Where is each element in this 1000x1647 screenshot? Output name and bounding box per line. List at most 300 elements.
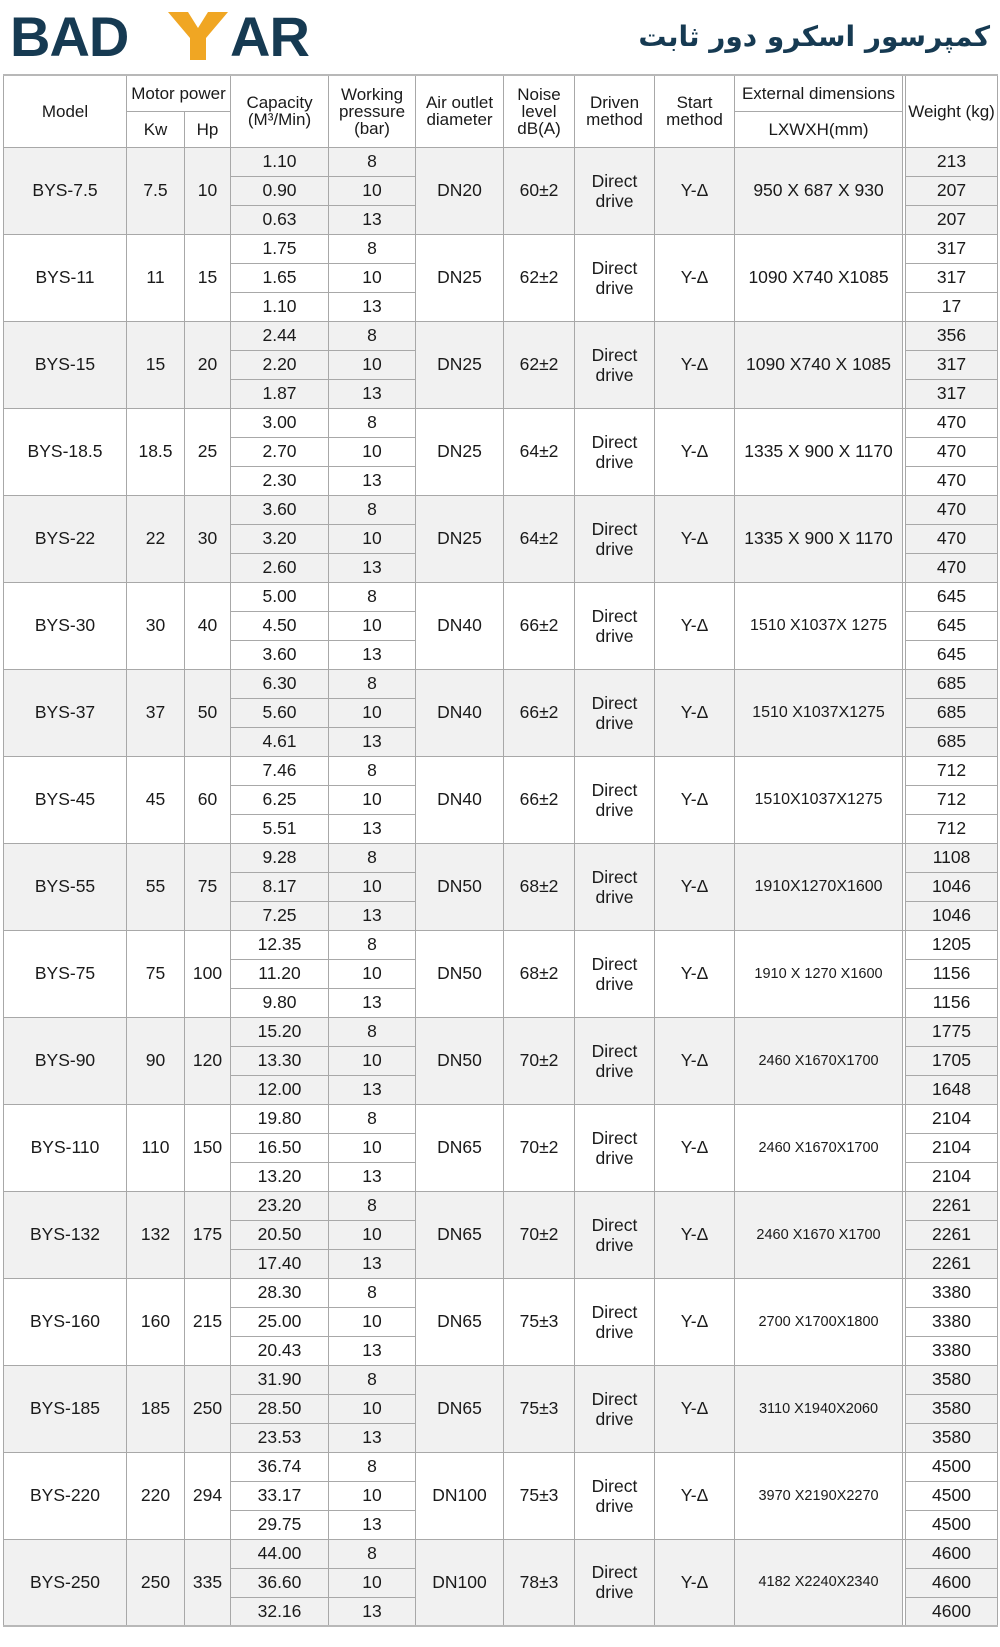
start-method-cell: Y-Δ: [655, 147, 735, 234]
driven-method-cell: Direct drive: [575, 495, 655, 582]
capacity-cell: 3.20: [231, 524, 329, 553]
table-row: [4, 1365, 998, 1394]
pressure-cell: 8: [329, 1452, 416, 1481]
kw-cell: 11: [127, 234, 185, 321]
dimensions-cell: 2700 X1700X1800: [735, 1278, 903, 1365]
model-cell: BYS-110: [4, 1104, 127, 1191]
weight-cell: 1108: [906, 843, 998, 872]
pressure-cell: 8: [329, 843, 416, 872]
start-method-cell: Y-Δ: [655, 1365, 735, 1452]
pressure-cell: 13: [329, 205, 416, 234]
driven-method-cell: Direct drive: [575, 843, 655, 930]
capacity-cell: 11.20: [231, 959, 329, 988]
air-outlet-cell: DN65: [416, 1278, 504, 1365]
pressure-cell: 13: [329, 1423, 416, 1452]
weight-cell: 17: [906, 292, 998, 321]
weight-cell: 470: [906, 524, 998, 553]
pressure-cell: 13: [329, 1597, 416, 1626]
noise-cell: 70±2: [504, 1104, 575, 1191]
driven-method-cell: Direct drive: [575, 234, 655, 321]
table-row: [4, 321, 998, 350]
capacity-cell: 3.60: [231, 495, 329, 524]
weight-cell: 712: [906, 814, 998, 843]
header-weight: Weight (kg): [906, 75, 998, 147]
table-row: [4, 1539, 998, 1568]
dimensions-cell: 2460 X1670X1700: [735, 1104, 903, 1191]
table-row: [4, 669, 998, 698]
kw-cell: 15: [127, 321, 185, 408]
dimensions-cell: 1510X1037X1275: [735, 756, 903, 843]
weight-cell: 2104: [906, 1133, 998, 1162]
model-cell: BYS-160: [4, 1278, 127, 1365]
pressure-cell: 13: [329, 640, 416, 669]
start-method-cell: Y-Δ: [655, 495, 735, 582]
weight-cell: 685: [906, 669, 998, 698]
kw-cell: 185: [127, 1365, 185, 1452]
model-cell: BYS-30: [4, 582, 127, 669]
capacity-cell: 6.30: [231, 669, 329, 698]
dimensions-cell: 1090 X740 X1085: [735, 234, 903, 321]
model-cell: BYS-90: [4, 1017, 127, 1104]
air-outlet-cell: DN25: [416, 234, 504, 321]
kw-cell: 75: [127, 930, 185, 1017]
pressure-cell: 10: [329, 263, 416, 292]
driven-method-cell: Direct drive: [575, 1104, 655, 1191]
weight-cell: 317: [906, 263, 998, 292]
capacity-cell: 13.20: [231, 1162, 329, 1191]
table-row: [4, 843, 998, 872]
table-row: [4, 1278, 998, 1307]
kw-cell: 22: [127, 495, 185, 582]
pressure-cell: 13: [329, 379, 416, 408]
capacity-cell: 20.43: [231, 1336, 329, 1365]
weight-cell: 645: [906, 640, 998, 669]
driven-method-cell: Direct drive: [575, 1365, 655, 1452]
capacity-cell: 2.20: [231, 350, 329, 379]
weight-cell: 470: [906, 437, 998, 466]
pressure-cell: 10: [329, 698, 416, 727]
weight-cell: 645: [906, 582, 998, 611]
table-row: [4, 147, 998, 176]
air-outlet-cell: DN100: [416, 1539, 504, 1626]
capacity-cell: 2.30: [231, 466, 329, 495]
driven-method-cell: Direct drive: [575, 1452, 655, 1539]
pressure-cell: 8: [329, 582, 416, 611]
pressure-cell: 10: [329, 524, 416, 553]
capacity-cell: 0.63: [231, 205, 329, 234]
pressure-cell: 10: [329, 1220, 416, 1249]
spec-table-body: [4, 147, 998, 1626]
weight-cell: 207: [906, 205, 998, 234]
table-row: [4, 1017, 998, 1046]
header-hp: Hp: [185, 111, 231, 147]
capacity-cell: 2.44: [231, 321, 329, 350]
table-row: [4, 582, 998, 611]
pressure-cell: 8: [329, 669, 416, 698]
pressure-cell: 13: [329, 814, 416, 843]
weight-cell: 1156: [906, 959, 998, 988]
weight-cell: 712: [906, 756, 998, 785]
capacity-cell: 2.60: [231, 553, 329, 582]
weight-cell: 1046: [906, 901, 998, 930]
weight-cell: 712: [906, 785, 998, 814]
hp-cell: 30: [185, 495, 231, 582]
hp-cell: 50: [185, 669, 231, 756]
header-capacity: [231, 75, 329, 147]
noise-cell: 62±2: [504, 321, 575, 408]
pressure-cell: 8: [329, 930, 416, 959]
capacity-cell: 31.90: [231, 1365, 329, 1394]
pressure-cell: 10: [329, 1568, 416, 1597]
hp-cell: 10: [185, 147, 231, 234]
hp-cell: 60: [185, 756, 231, 843]
pressure-cell: 13: [329, 1162, 416, 1191]
start-method-cell: Y-Δ: [655, 1191, 735, 1278]
start-method-cell: Y-Δ: [655, 582, 735, 669]
kw-cell: 220: [127, 1452, 185, 1539]
table-row: [4, 1191, 998, 1220]
start-method-cell: Y-Δ: [655, 408, 735, 495]
pressure-cell: 10: [329, 959, 416, 988]
weight-cell: 470: [906, 495, 998, 524]
air-outlet-cell: DN25: [416, 495, 504, 582]
weight-cell: 356: [906, 321, 998, 350]
driven-method-cell: Direct drive: [575, 756, 655, 843]
weight-cell: 317: [906, 234, 998, 263]
kw-cell: 7.5: [127, 147, 185, 234]
dimensions-cell: 1335 X 900 X 1170: [735, 495, 903, 582]
pressure-cell: 13: [329, 466, 416, 495]
capacity-cell: 7.25: [231, 901, 329, 930]
weight-cell: 317: [906, 350, 998, 379]
noise-cell: 62±2: [504, 234, 575, 321]
kw-cell: 90: [127, 1017, 185, 1104]
pressure-cell: 10: [329, 1133, 416, 1162]
capacity-cell: 15.20: [231, 1017, 329, 1046]
weight-cell: 4500: [906, 1481, 998, 1510]
dimensions-cell: 2460 X1670X1700: [735, 1017, 903, 1104]
capacity-cell: 7.46: [231, 756, 329, 785]
air-outlet-cell: DN65: [416, 1191, 504, 1278]
hp-cell: 294: [185, 1452, 231, 1539]
dimensions-cell: 1910X1270X1600: [735, 843, 903, 930]
capacity-cell: 23.53: [231, 1423, 329, 1452]
noise-cell: 78±3: [504, 1539, 575, 1626]
noise-cell: 66±2: [504, 669, 575, 756]
noise-cell: 68±2: [504, 843, 575, 930]
kw-cell: 45: [127, 756, 185, 843]
capacity-cell: 20.50: [231, 1220, 329, 1249]
noise-cell: 66±2: [504, 756, 575, 843]
noise-cell: 64±2: [504, 495, 575, 582]
capacity-cell: 2.70: [231, 437, 329, 466]
pressure-cell: 13: [329, 1075, 416, 1104]
kw-cell: 37: [127, 669, 185, 756]
start-method-cell: Y-Δ: [655, 1452, 735, 1539]
pressure-cell: 8: [329, 147, 416, 176]
dimensions-cell: 2460 X1670 X1700: [735, 1191, 903, 1278]
start-method-cell: Y-Δ: [655, 1278, 735, 1365]
noise-cell: 75±3: [504, 1365, 575, 1452]
spec-table: [3, 74, 998, 1627]
air-outlet-cell: DN25: [416, 321, 504, 408]
noise-cell: 64±2: [504, 408, 575, 495]
weight-cell: 4600: [906, 1568, 998, 1597]
capacity-cell: 1.10: [231, 147, 329, 176]
header-lxwxh: LXWXH(mm): [735, 111, 903, 147]
pressure-cell: 8: [329, 234, 416, 263]
svg-text:AR: AR: [230, 6, 309, 66]
header-air-outlet: Air outlet diameter: [416, 75, 504, 147]
header-kw: Kw: [127, 111, 185, 147]
capacity-cell: 25.00: [231, 1307, 329, 1336]
dimensions-cell: 1090 X740 X 1085: [735, 321, 903, 408]
air-outlet-cell: DN40: [416, 582, 504, 669]
air-outlet-cell: DN50: [416, 930, 504, 1017]
header-external: External dimensions: [735, 75, 903, 111]
header-noise: Noise level dB(A): [504, 75, 575, 147]
start-method-cell: Y-Δ: [655, 1539, 735, 1626]
air-outlet-cell: DN20: [416, 147, 504, 234]
air-outlet-cell: DN65: [416, 1365, 504, 1452]
table-row: [4, 1452, 998, 1481]
capacity-cell: 3.60: [231, 640, 329, 669]
noise-cell: 75±3: [504, 1278, 575, 1365]
header-pressure: Working pressure (bar): [329, 75, 416, 147]
weight-cell: 213: [906, 147, 998, 176]
noise-cell: 66±2: [504, 582, 575, 669]
pressure-cell: 8: [329, 495, 416, 524]
weight-cell: 2104: [906, 1104, 998, 1133]
pressure-cell: 8: [329, 1017, 416, 1046]
driven-method-cell: Direct drive: [575, 1017, 655, 1104]
driven-method-cell: Direct drive: [575, 147, 655, 234]
pressure-cell: 13: [329, 1249, 416, 1278]
pressure-cell: 8: [329, 1365, 416, 1394]
hp-cell: 335: [185, 1539, 231, 1626]
pressure-cell: 8: [329, 1278, 416, 1307]
weight-cell: 2104: [906, 1162, 998, 1191]
weight-cell: 1205: [906, 930, 998, 959]
capacity-cell: 4.61: [231, 727, 329, 756]
weight-cell: 3380: [906, 1307, 998, 1336]
weight-cell: 645: [906, 611, 998, 640]
dimensions-cell: 1335 X 900 X 1170: [735, 408, 903, 495]
kw-cell: 30: [127, 582, 185, 669]
noise-cell: 70±2: [504, 1017, 575, 1104]
capacity-cell: 3.00: [231, 408, 329, 437]
air-outlet-cell: DN40: [416, 756, 504, 843]
capacity-cell: 1.75: [231, 234, 329, 263]
noise-cell: 75±3: [504, 1452, 575, 1539]
kw-cell: 250: [127, 1539, 185, 1626]
capacity-cell: 6.25: [231, 785, 329, 814]
capacity-cell: 23.20: [231, 1191, 329, 1220]
capacity-cell: 29.75: [231, 1510, 329, 1539]
weight-cell: 470: [906, 408, 998, 437]
table-row: [4, 1104, 998, 1133]
start-method-cell: Y-Δ: [655, 843, 735, 930]
svg-text:BAD: BAD: [10, 6, 129, 66]
kw-cell: 55: [127, 843, 185, 930]
air-outlet-cell: DN65: [416, 1104, 504, 1191]
header-driven: Driven method: [575, 75, 655, 147]
pressure-cell: 13: [329, 292, 416, 321]
pressure-cell: 10: [329, 872, 416, 901]
capacity-cell: 9.80: [231, 988, 329, 1017]
weight-cell: 3580: [906, 1394, 998, 1423]
model-cell: BYS-75: [4, 930, 127, 1017]
hp-cell: 250: [185, 1365, 231, 1452]
pressure-cell: 13: [329, 1336, 416, 1365]
pressure-cell: 10: [329, 611, 416, 640]
air-outlet-cell: DN50: [416, 843, 504, 930]
table-row: [4, 408, 998, 437]
capacity-cell: 33.17: [231, 1481, 329, 1510]
start-method-cell: Y-Δ: [655, 669, 735, 756]
pressure-cell: 8: [329, 1104, 416, 1133]
weight-cell: 1775: [906, 1017, 998, 1046]
driven-method-cell: Direct drive: [575, 1191, 655, 1278]
weight-cell: 207: [906, 176, 998, 205]
weight-cell: 470: [906, 553, 998, 582]
pressure-cell: 13: [329, 553, 416, 582]
pressure-cell: 10: [329, 437, 416, 466]
header-model: Model: [4, 75, 127, 147]
dimensions-cell: 1510 X1037X1275: [735, 669, 903, 756]
hp-cell: 75: [185, 843, 231, 930]
model-cell: BYS-22: [4, 495, 127, 582]
table-row: [4, 495, 998, 524]
air-outlet-cell: DN40: [416, 669, 504, 756]
pressure-cell: 10: [329, 350, 416, 379]
capacity-cell: 8.17: [231, 872, 329, 901]
capacity-cell: 28.50: [231, 1394, 329, 1423]
pressure-cell: 13: [329, 988, 416, 1017]
hp-cell: 20: [185, 321, 231, 408]
model-cell: BYS-55: [4, 843, 127, 930]
header-capacity-label: Capacity: [246, 93, 313, 113]
hp-cell: 100: [185, 930, 231, 1017]
table-row: [4, 930, 998, 959]
model-cell: BYS-37: [4, 669, 127, 756]
kw-cell: 132: [127, 1191, 185, 1278]
pressure-cell: 8: [329, 1191, 416, 1220]
capacity-cell: 9.28: [231, 843, 329, 872]
model-cell: BYS-45: [4, 756, 127, 843]
dimensions-cell: 1510 X1037X 1275: [735, 582, 903, 669]
weight-cell: 3380: [906, 1336, 998, 1365]
noise-cell: 70±2: [504, 1191, 575, 1278]
weight-cell: 4600: [906, 1539, 998, 1568]
capacity-cell: 0.90: [231, 176, 329, 205]
weight-cell: 2261: [906, 1220, 998, 1249]
pressure-cell: 13: [329, 1510, 416, 1539]
start-method-cell: Y-Δ: [655, 930, 735, 1017]
pressure-cell: 13: [329, 901, 416, 930]
model-cell: BYS-132: [4, 1191, 127, 1278]
capacity-cell: 19.80: [231, 1104, 329, 1133]
capacity-cell: 1.10: [231, 292, 329, 321]
pressure-cell: 8: [329, 1539, 416, 1568]
dimensions-cell: 3970 X2190X2270: [735, 1452, 903, 1539]
weight-cell: 1648: [906, 1075, 998, 1104]
model-cell: BYS-7.5: [4, 147, 127, 234]
weight-cell: 2261: [906, 1191, 998, 1220]
capacity-cell: 5.00: [231, 582, 329, 611]
header-start: Start method: [655, 75, 735, 147]
weight-cell: 3580: [906, 1365, 998, 1394]
pressure-cell: 13: [329, 727, 416, 756]
pressure-cell: 10: [329, 1481, 416, 1510]
dimensions-cell: 4182 X2240X2340: [735, 1539, 903, 1626]
pressure-cell: 8: [329, 321, 416, 350]
kw-cell: 18.5: [127, 408, 185, 495]
driven-method-cell: Direct drive: [575, 669, 655, 756]
capacity-cell: 5.51: [231, 814, 329, 843]
weight-cell: 1046: [906, 872, 998, 901]
pressure-cell: 8: [329, 756, 416, 785]
capacity-cell: 32.16: [231, 1597, 329, 1626]
weight-cell: 685: [906, 727, 998, 756]
start-method-cell: Y-Δ: [655, 1017, 735, 1104]
capacity-cell: 12.00: [231, 1075, 329, 1104]
weight-cell: 2261: [906, 1249, 998, 1278]
driven-method-cell: Direct drive: [575, 582, 655, 669]
weight-cell: 1705: [906, 1046, 998, 1075]
hp-cell: 150: [185, 1104, 231, 1191]
dimensions-cell: 3110 X1940X2060: [735, 1365, 903, 1452]
start-method-cell: Y-Δ: [655, 1104, 735, 1191]
noise-cell: 60±2: [504, 147, 575, 234]
model-cell: BYS-220: [4, 1452, 127, 1539]
page-header: [0, 0, 1000, 72]
capacity-cell: 1.87: [231, 379, 329, 408]
hp-cell: 175: [185, 1191, 231, 1278]
model-cell: BYS-15: [4, 321, 127, 408]
weight-cell: 1156: [906, 988, 998, 1017]
table-row: [4, 234, 998, 263]
model-cell: BYS-18.5: [4, 408, 127, 495]
capacity-cell: 36.60: [231, 1568, 329, 1597]
pressure-cell: 10: [329, 785, 416, 814]
weight-cell: 3380: [906, 1278, 998, 1307]
header-motor-power: Motor power: [127, 75, 231, 111]
pressure-cell: 10: [329, 1046, 416, 1075]
capacity-cell: 28.30: [231, 1278, 329, 1307]
capacity-cell: 13.30: [231, 1046, 329, 1075]
driven-method-cell: Direct drive: [575, 930, 655, 1017]
capacity-cell: 12.35: [231, 930, 329, 959]
weight-cell: 4500: [906, 1510, 998, 1539]
weight-cell: 470: [906, 466, 998, 495]
pressure-cell: 10: [329, 1307, 416, 1336]
page-title: کمپرسور اسکرو دور ثابت: [638, 20, 990, 53]
pressure-cell: 8: [329, 408, 416, 437]
weight-cell: 4500: [906, 1452, 998, 1481]
pressure-cell: 10: [329, 176, 416, 205]
brand-logo: [10, 6, 330, 66]
driven-method-cell: Direct drive: [575, 321, 655, 408]
hp-cell: 120: [185, 1017, 231, 1104]
weight-cell: 317: [906, 379, 998, 408]
hp-cell: 40: [185, 582, 231, 669]
air-outlet-cell: DN50: [416, 1017, 504, 1104]
capacity-cell: 4.50: [231, 611, 329, 640]
noise-cell: 68±2: [504, 930, 575, 1017]
air-outlet-cell: DN100: [416, 1452, 504, 1539]
kw-cell: 160: [127, 1278, 185, 1365]
